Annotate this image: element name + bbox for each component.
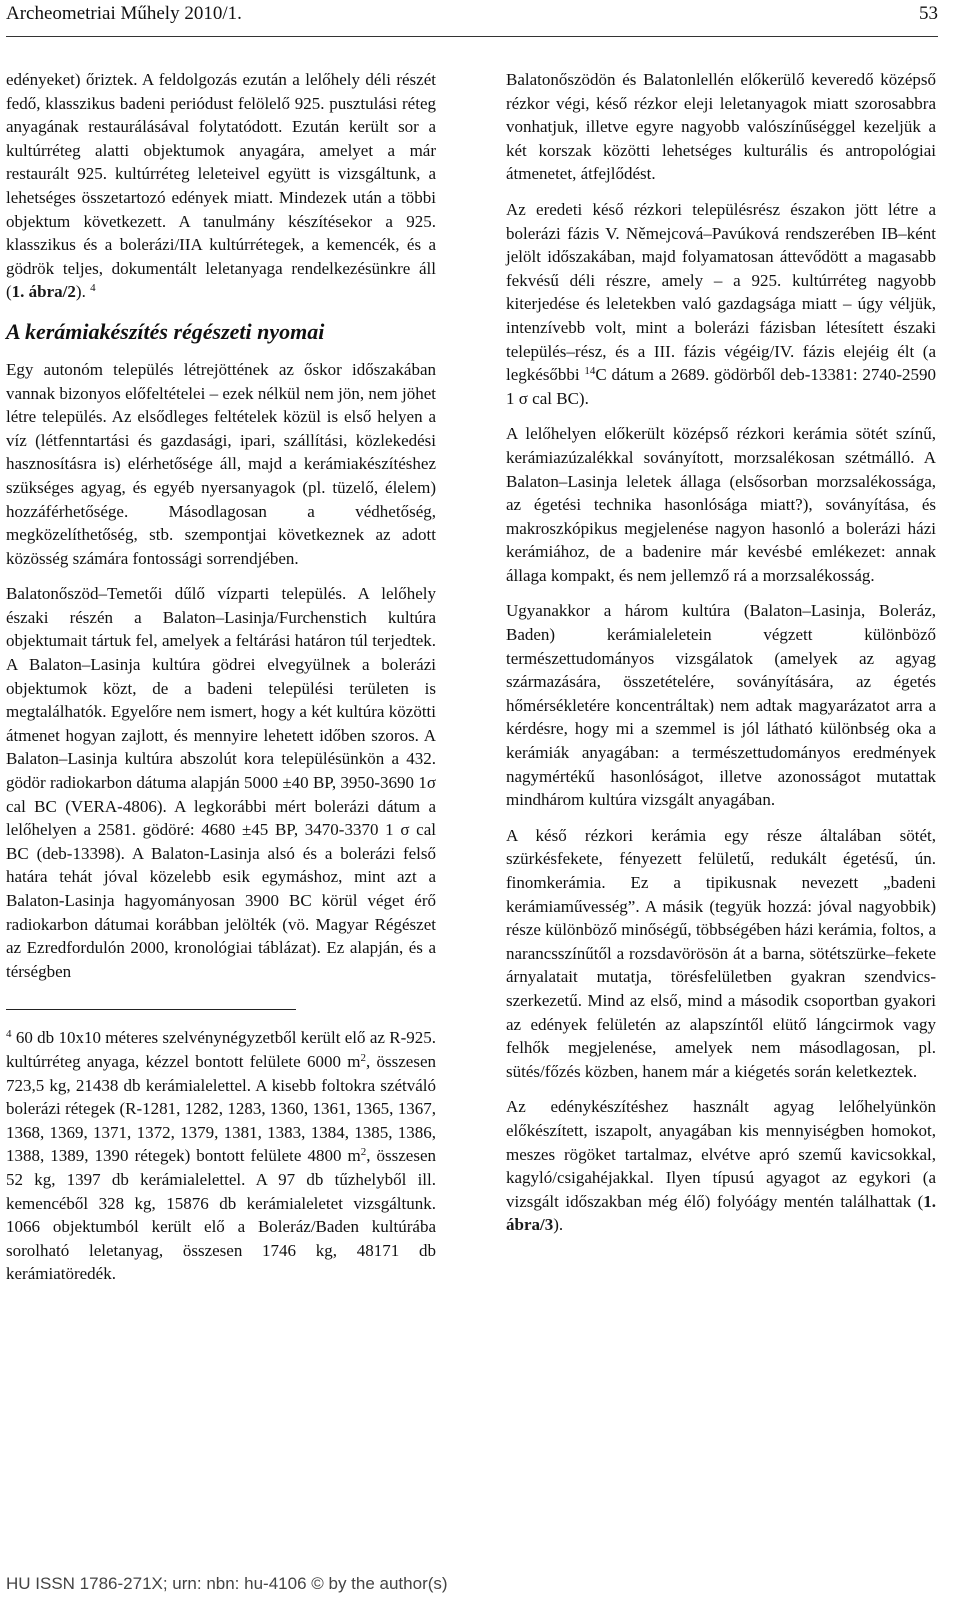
footnote-text: 60 db 10x10 méteres szelvénynégyzetből került elő az R-925. kultúrréteg anyaga, kézzel bontott felülete 6000 m [6,1028,436,1071]
paragraph-text-end: ). [553,1215,564,1235]
journal-title: Archeometriai Műhely 2010/1. [6,3,242,24]
paragraph-text: Az eredeti késő rézkori településrész északon jött létre a bolerázi fázis V. Němejcová–Pavúková rendszerében IB–ként jelölt időszakában, majd folyamatosan áttevődött a magasabb fekvésű déli részre, amely – a 925. kultúrréteg nagyobb kiterjedése és leletekben való gazdagsága miatt – úgy véljük, intenzívebb volt, mint a bolerázi fázisban létesített északi település–rész, és a III. fázis végéig/IV. fázis elejéig élt (a legkésőbbi [506,199,936,385]
superscript: 2 [360,1146,367,1159]
paragraph-text: C dátum a 2689. gödörből deb-13381: 2740-2590 1 σ cal BC). [506,365,936,408]
section-heading: A kerámiakészítés régészeti nyomai [6,318,325,344]
left-column [6,68,436,1286]
running-header [6,0,938,37]
paragraph [6,68,436,304]
superscript: 14 [584,365,596,378]
page-footer: HU ISSN 1786-271X; urn: nbn: hu-4106 © by the author(s) [6,1574,448,1593]
page-number: 53 [919,3,938,24]
paragraph: Balatonőszödön és Balatonlellén előkerülő keveredő középső rézkor végi, késő rézkor eleji leletanyagok miatt szorosabbra vonhatjuk, illetve egyre nagyobb valószínűséggel kezeljük a két korszak közötti lehetséges kulturális és antropológiai átmenetet, átfejlődést. [506,70,936,184]
footnote-number: 4 [6,1028,12,1041]
footnote-text: , összesen 723,5 kg, 21438 db kerámialelettel. A kisebb foltokra szétváló bolerázi rétegek (R-1281, 1282, 1283, 1360, 1361, 1365, 1367, 1368, 1369, 1371, 1372, 1379, 1381, 1383, 1384, 1385, 1386, 1388, 1389, 1390 rétegek) bontott felülete 4800 m [6,1051,437,1166]
paragraph-text-end: ). [75,282,86,302]
paragraph: Balatonőszöd–Temetői dűlő vízparti település. A lelőhely északi részén a Balaton–Lasinja/Furchenstich kultúra objektumait tártuk fel, amelyek a feltárási határon túl terjedtek. A Balaton–Lasinja kultúra gödrei elvegyülnek a bolerázi objektumok közt, de a badeni települési területen is megtalálhatók. Egyelőre nem ismert, hogy a két kultúra közötti átmenet hogyan zajlott, és mennyire lehetett időben szoros. A Balaton–Lasinja kultúra abszolút kora településünkön a 432. gödör radiokarbon dátuma alapján 5000 ±40 BP, 3950-3690 1σ cal BC (VERA-4806). A legkorábbi mért bolerázi dátum a lelőhelyen a 2581. gödöré: 4680 ±45 BP, 3470-3370 1 σ cal BC (deb-13398). A Balaton-Lasinja alsó és a bolerázi felső határa tehát jóval közelebb esik egymáshoz, mint azt a Balaton-Lasinja hagyományosan 3900 BC körül véget érő radiokarbon dátumai korábban jelölték (vö. Magyar Régészet az Ezredfordulón 2000, kronológiai táblázat). Ez alapján, és a térségben [6,584,436,981]
figure-reference-link[interactable]: 1. ábra/2 [11,282,76,302]
paragraph [506,1095,936,1237]
paragraph: Ugyanakkor a három kultúra (Balaton–Lasinja, Boleráz, Baden) kerámialeletein végzett különböző természettudományos vizsgálatok (amelyek az agyag származására, összetételére, soványítására, az égetés hőmérsékletére koncentráltak) nem adtak magyarázatot arra a kérdésre, hogy mi a szemmel is jól látható különbség oka a kerámiák anyagában: a természettudományos eredmények nagymértékű hasonlóságot, illetve azonosságot mutattak mindhárom kultúra vizsgált anyagában. [506,601,936,810]
footnote-separator [6,1009,296,1010]
paragraph [506,198,936,410]
paragraph-text: Az edénykészítéshez használt agyag lelőhelyünkön előkészített, iszapolt, anyagában kis mennyiségben homokot, meszes rögöket tartalmaz, elvétve apró szemű kavicsokkal, kagyló/csigahéjakkal. Ilyen típusú agyagot az egykori (a vizsgált időszakban még élő) folyóágy mentén találhattak ( [506,1097,936,1211]
superscript: 2 [360,1051,366,1064]
paragraph: Egy autonóm település létrejöttének az őskor időszakában vannak bizonyos előfeltételei – ezek nélkül nem jön, nem jöhet létre település. Az elsődleges feltételek közül is első helyen a víz (létfenntartási és gazdasági, ipari, szállítási, közlekedési hasznosításra is) elérhetősége áll, majd a kerámiakészítéshez szükséges agyag, és egyéb nyersanyagok (pl. tüzelő, élelem) hozzáférhetősége. Másodlagosan a védhetőség, megközelíthetőség, stb. szempontjai következnek az adott közösség számára fontossági sorrendjében. [6,359,436,568]
paragraph: A késő rézkori kerámia egy része általában sötét, szürkésfekete, fényezett felületű, redukált égetésű, ún. finomkerámia. Ez a tipikusnak nevezett „badeni kerámiaművesség”. A másik (tegyük hozzá: jóval nagyobbik) része különböző minőségű, többségében házi kerámia, foltos, a narancsszínűtől a rozsdavörösön át a barna, sötétszürke–fekete árnyalatait mutatja, törésfelületben gyakran szendvics-szerkezetű. Mind az első, mind a második csoportban gyakori az edények felületén az alapszíntől elütő lángcirmok vagy felhők megjelenése, amelyek nem másodlagosan, pl. sütés/főzés közben, hanem már a kiégetés során keletkeztek. [506,825,936,1081]
footnote [6,1026,436,1286]
right-column [506,68,936,1249]
footnote-marker[interactable]: 4 [90,282,96,295]
footnote-text: , összesen 52 kg, 1397 db kerámialelettel. A 97 db tűzhelyből ill. kemencéből 328 kg, 15876 db kerámialeletet vizsgáltunk. 1066 objektumból került elő a Boleráz/Baden kultúrába sorolható leletanyag, összesen 1746 kg, 48171 db kerámiatöredék. [6,1146,436,1284]
paragraph: A lelőhelyen előkerült középső rézkori kerámia sötét színű, kerámiazúzalékkal soványított, morzsalékosan szétmálló. A Balaton–Lasinja leletek állaga (elsősorban morzsalékossága, az égetési technika hasonlósága miatt?), soványítása, és makroszkópikus megjelenése nagyon hasonló a bolerázi házi kerámiához, de a badenire már kevésbé emlékezet: annak állaga kompakt, és nem jellemző rá a morzsalékosság. [506,424,936,585]
paragraph-text: edényeket) őriztek. A feldolgozás ezután a lelőhely déli részét fedő, klasszikus badeni periódust felölelő 925. pusztulási réteg anyagának restaurálásával folytatódott. Ezután került sor a kultúrréteg alatti objektumok anyagára, amelyet a már restaurált 925. kultúrréteg leleteivel együtt is vizsgáltunk, a lehetséges összetartozó edények miatt. Mindezek után a többi objektum következett. A tanulmány készítésekor a 925. klasszikus és a bolerázi/IIA kultúrrétegek, a kemencék, és a gödrök teljes, dokumentált leletanyaga rendelkezésünkre áll ( [6,70,436,302]
figure-reference-link[interactable]: 1. ábra/3 [506,1191,936,1235]
